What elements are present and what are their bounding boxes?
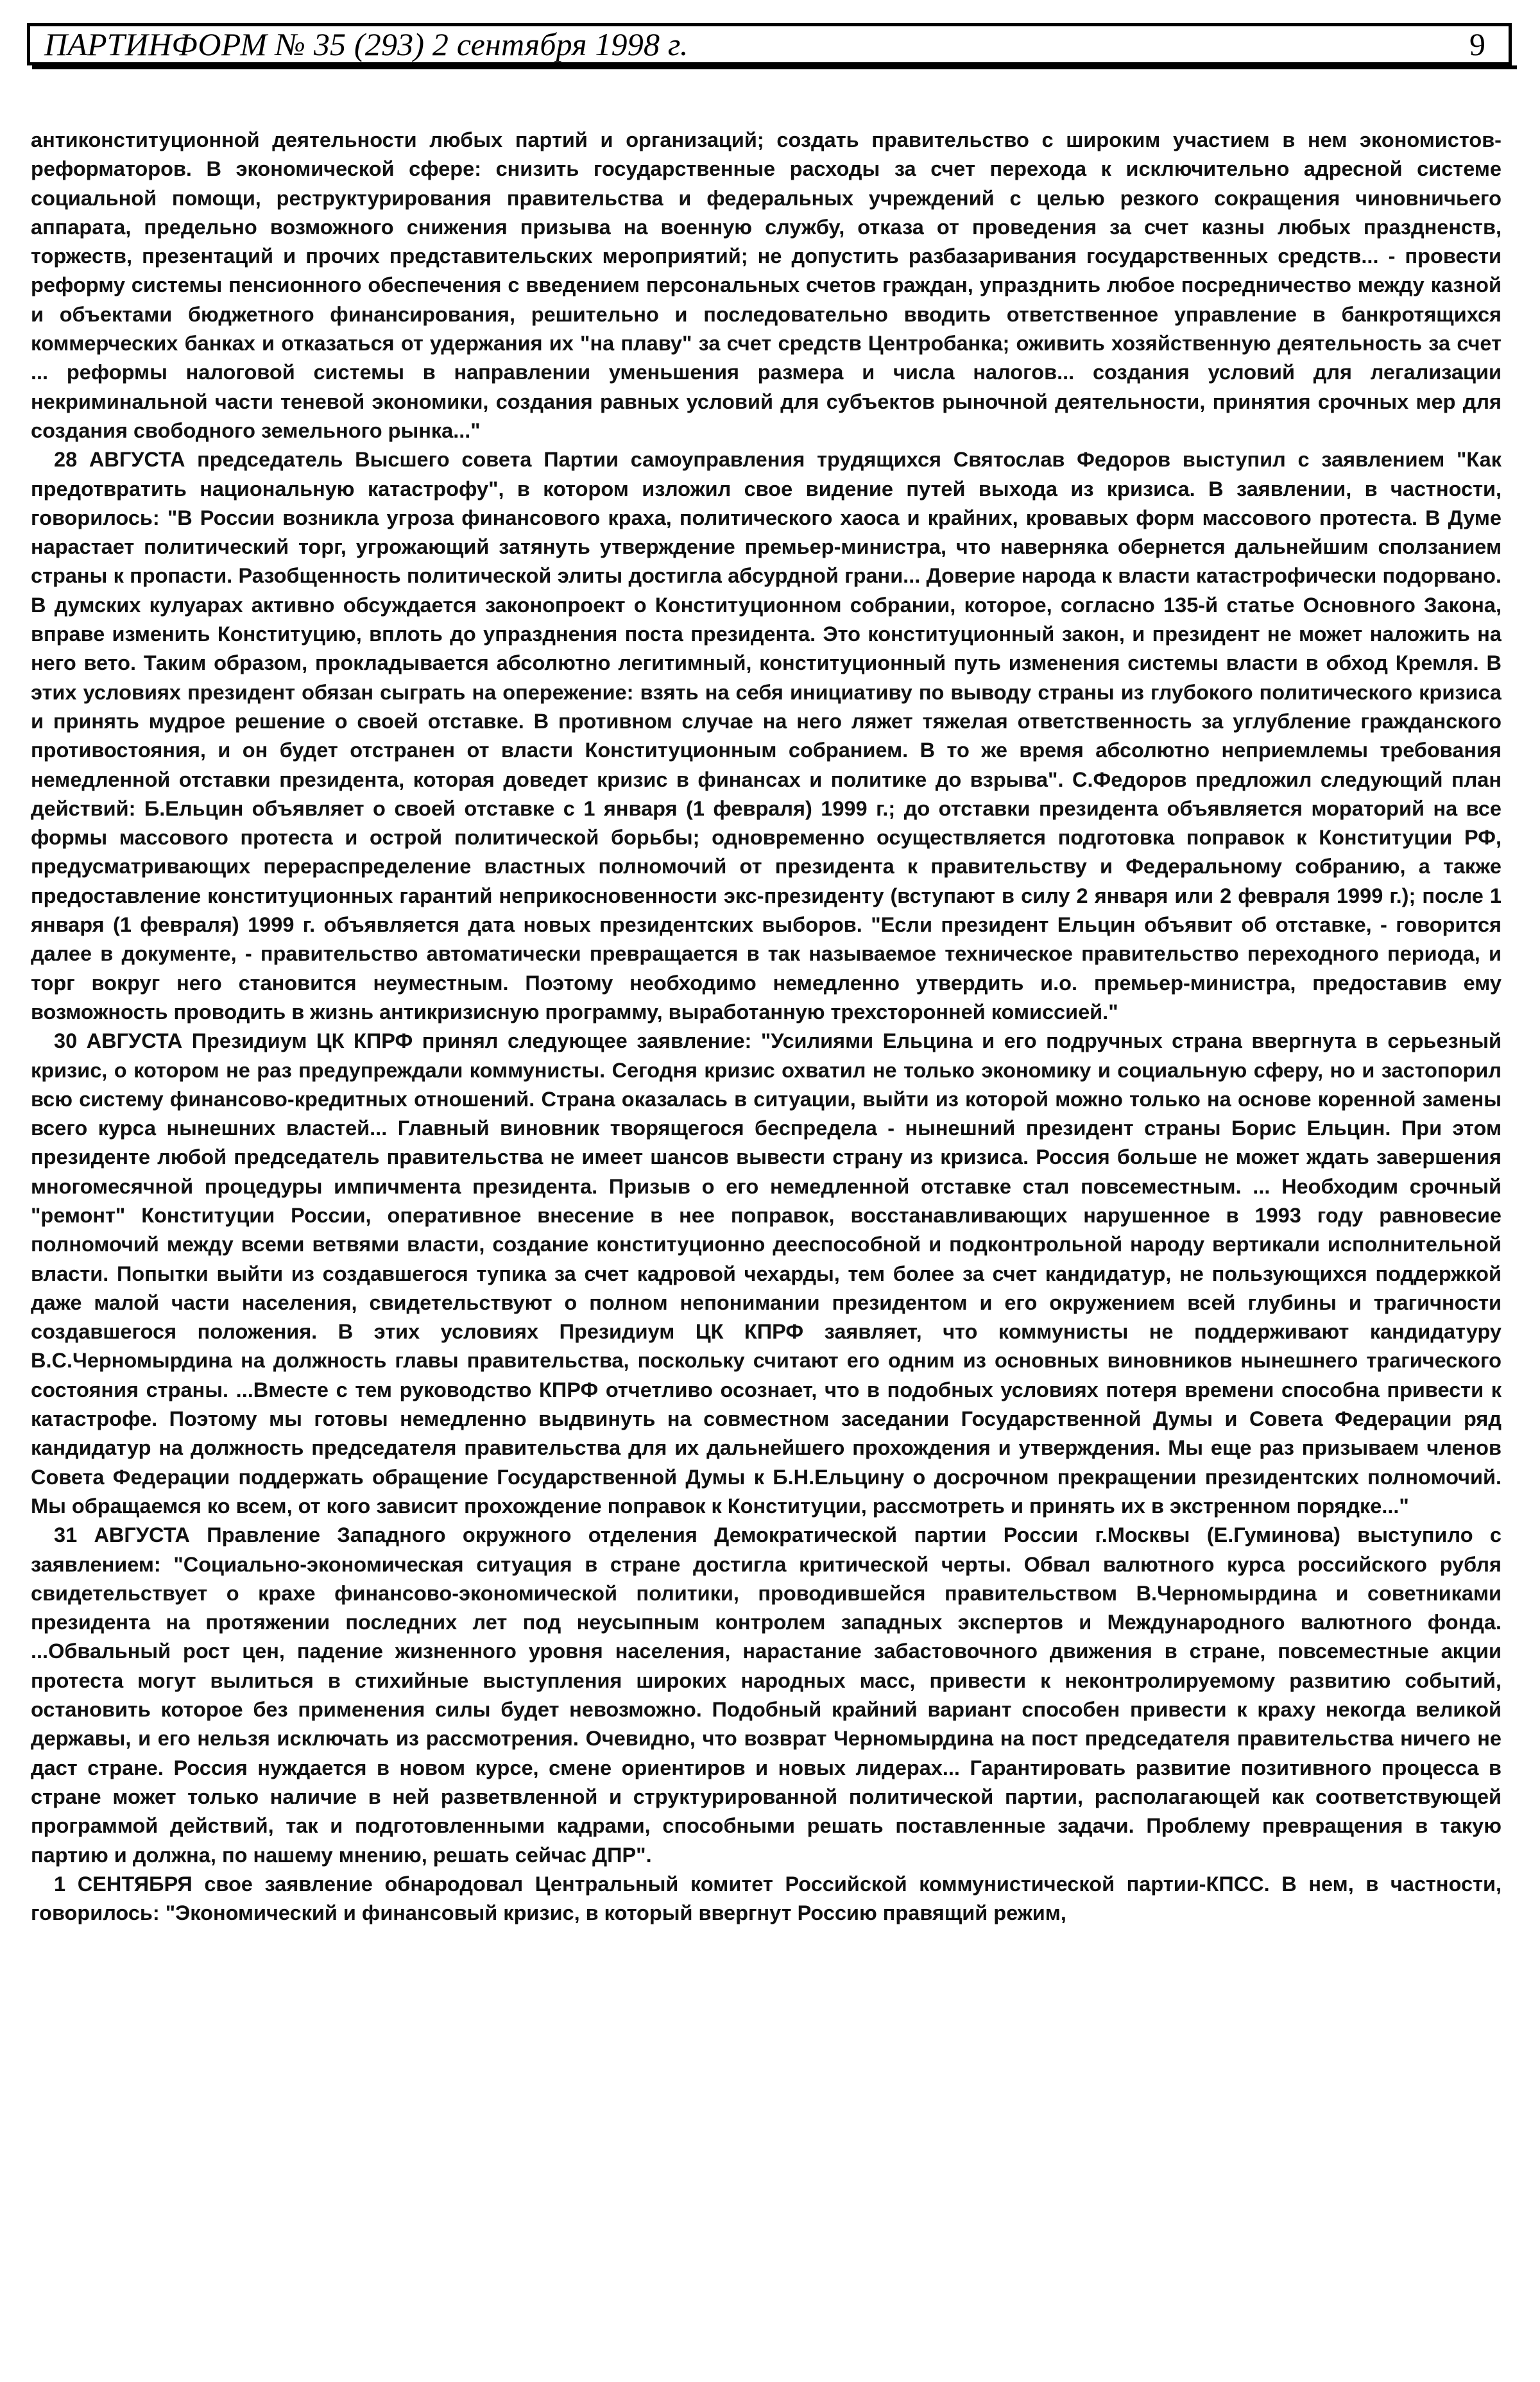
paragraph-aug-31: 31 АВГУСТА Правление Западного окружного отделения Демократической партии России г.Москвы (Е.Гуминова) выступило с заявлением: "Социально-экономическая ситуация в стране достигла критической черты. Обвал валютного курса российского рубля свидетельствует о крахе финансово-экономической политики, проводившейся правительством В.Черномырдина и советниками президента на протяжении последних лет под неусыпным контролем западных экспертов и Международного валютного фонда. ...Обвальный рост цен, падение жизненного уровня населения, нарастание забастовочного движения в стране, повсеместные акции протеста могут вылиться в стихийные выступления широких народных масс, привести к неконтролируемому развитию событий, остановить которое без применения силы будет невозможно. Подобный крайний вариант способен привести к краху некогда великой державы, и его нельзя исключать из рассмотрения. Очевидно, что возврат Черномырдина на пост председателя правительства ничего не даст стране. Россия нуждается в новом курсе, смене ориентиров и новых лидерах... Гарантировать развитие позитивного процесса в стране может только наличие в ней разветвленной и структурированной политической партии, располагающей как соответствующей программой действий, так и подготовленными кадрами, способными решать поставленные задачи. Проблему превращения в такую партию и должна, по нашему мнению, решать сейчас ДПР". [31,1523,1502,1867]
page-header [27,23,1512,65]
page-number: 9 [1469,26,1485,62]
paragraph-aug-28: 28 АВГУСТА председатель Высшего совета Партии самоуправления трудящихся Святослав Федоров выступил с заявлением "Как предотвратить национальную катастрофу", в котором изложил свое видение путей выхода из кризиса. В заявлении, в частности, говорилось: "В России возникла угроза финансового краха, политического хаоса и крайних, кровавых форм массового протеста. В Думе нарастает политический торг, угрожающий затянуть утверждение премьер-министра, что наверняка обернется дальнейшим сползанием страны к пропасти. Разобщенность политической элиты достигла абсурдной грани... Доверие народа к власти катастрофически подорвано. В думских кулуарах активно обсуждается законопроект о Конституционном собрании, которое, согласно 135-й статье Основного Закона, вправе изменить Конституцию, вплоть до упразднения поста президента. Это конституционный закон, и президент не может наложить на него вето. Таким образом, прокладывается абсолютно легитимный, конституционный путь изменения системы власти в обход Кремля. В этих условиях президент обязан сыграть на опережение: взять на себя инициативу по выводу страны из глубокого политического кризиса и принять мудрое решение о своей отставке. В противном случае на него ляжет тяжелая ответственность за углубление гражданского противостояния, и он будет отстранен от власти Конституционным собранием. В то же время абсолютно неприемлемы требования немедленной отставки президента, которая доведет кризис в финансах и политике до взрыва". С.Федоров предложил следующий план действий: Б.Ельцин объявляет о своей отставке с 1 января (1 февраля) 1999 г.; до отставки президента объявляется мораторий на все формы массового протеста и острой политической борьбы; одновременно осуществляется подготовка поправок к Конституции РФ, предусматривающих перераспределение властных полномочий от президента к правительству и Федеральному собранию, а также предоставление конституционных гарантий неприкосновенности экс-президенту (вступают в силу 2 января или 2 февраля 1999 г.); после 1 января (1 февраля) 1999 г. объявляется дата новых президентских выборов. "Если президент Ельцин объявит об отставке, - говорится далее в документе, - правительство автоматически превращается в так называемое техническое правительство переходного периода, и торг вокруг него становится неуместным. Поэтому необходимо немедленно утвердить и.о. премьер-министра, предоставив ему возможность проводить в жизнь антикризисную программу, выработанную трехсторонней комиссией." [31,448,1502,1024]
paragraph-sep-1: 1 СЕНТЯБРЯ свое заявление обнародовал Центральный комитет Российской коммунистической партии-КПСС. В нем, в частности, говорилось: "Экономический и финансовый кризис, в который ввергнут Россию правящий режим, [31,1872,1502,1925]
header-title: ПАРТИНФОРМ № 35 (293) 2 сентября 1998 г. [44,26,689,62]
header-shadow [32,65,1517,69]
paragraph-aug-30: 30 АВГУСТА Президиум ЦК КПРФ принял следующее заявление: "Усилиями Ельцина и его подручных страна ввергнута в серьезный кризис, о котором не раз предупреждали коммунисты. Сегодня кризис охватил не только экономику и социальную сферу, но и застопорил всю систему финансово-кредитных отношений. Страна оказалась в ситуации, выйти из которой можно только на основе коренной замены всего курса нынешних властей... Главный виновник творящегося беспредела - нынешний президент страны Борис Ельцин. При этом президенте любой председатель правительства не имеет шансов вывести страну из кризиса. Россия больше не может ждать завершения многомесячной процедуры импичмента президента. Призыв о его немедленной отставке стал повсеместным. ... Необходим срочный "ремонт" Конституции России, оперативное внесение в нее поправок, восстанавливающих нарушенное в 1993 году равновесие полномочий между всеми ветвями власти, создание конституционно дееспособной и подконтрольной народу вертикали исполнительной власти. Попытки выйти из создавшегося тупика за счет кадровой чехарды, тем более за счет кандидатур, не пользующихся поддержкой даже малой части населения, свидетельствуют о полном непонимании президентом и его окружением всей глубины и трагичности создавшегося положения. В этих условиях Президиум ЦК КПРФ заявляет, что коммунисты не поддерживают кандидатуру В.С.Черномырдина на должность главы правительства, поскольку считают его одним из основных виновников нынешнего трагического состояния страны. ...Вместе с тем руководство КПРФ отчетливо осознает, что в подобных условиях потеря времени способна привести к катастрофе. Поэтому мы готовы немедленно выдвинуть на совместном заседании Государственной Думы и Совета Федерации ряд кандидатур на должность председателя правительства для их дальнейшего прохождения и утверждения. Мы еще раз призываем членов Совета Федерации поддержать обращение Государственной Думы к Б.Н.Ельцину о досрочном прекращении президентских полномочий. Мы обращаемся ко всем, от кого зависит прохождение поправок к Конституции, рассмотреть и принять их в экстренном порядке..." [31,1029,1502,1518]
paragraph-continuation: антиконституционной деятельности любых партий и организаций; создать правительство с широким участием в нем экономистов-реформаторов. В экономической сфере: снизить государственные расходы за счет перехода к исключительно адресной системе социальной помощи, реструктурирования правительства и федеральных учреждений с целью резкого сокращения чиновничьего аппарата, предельно возможного снижения призыва на военную службу, отказа от проведения за счет казны любых праздненств, торжеств, презентаций и прочих представительских мероприятий; не допустить разбазаривания государственных средств... - провести реформу системы пенсионного обеспечения с введением персональных счетов граждан, упразднить любое посредничество между казной и объектами бюджетного финансирования, решительно и последовательно вводить ответственное управление в банкротящихся коммерческих банках и отказаться от удержания их "на плаву" за счет средств Центробанка; оживить хозяйственную деятельность за счет ... реформы налоговой системы в направлении уменьшения размера и числа налогов... создания условий для легализации некриминальной части теневой экономики, создания равных условий для субъектов рыночной деятельности, принятия срочных мер для создания свободного земельного рынка..." [31,128,1502,442]
article-body [31,126,1502,2352]
